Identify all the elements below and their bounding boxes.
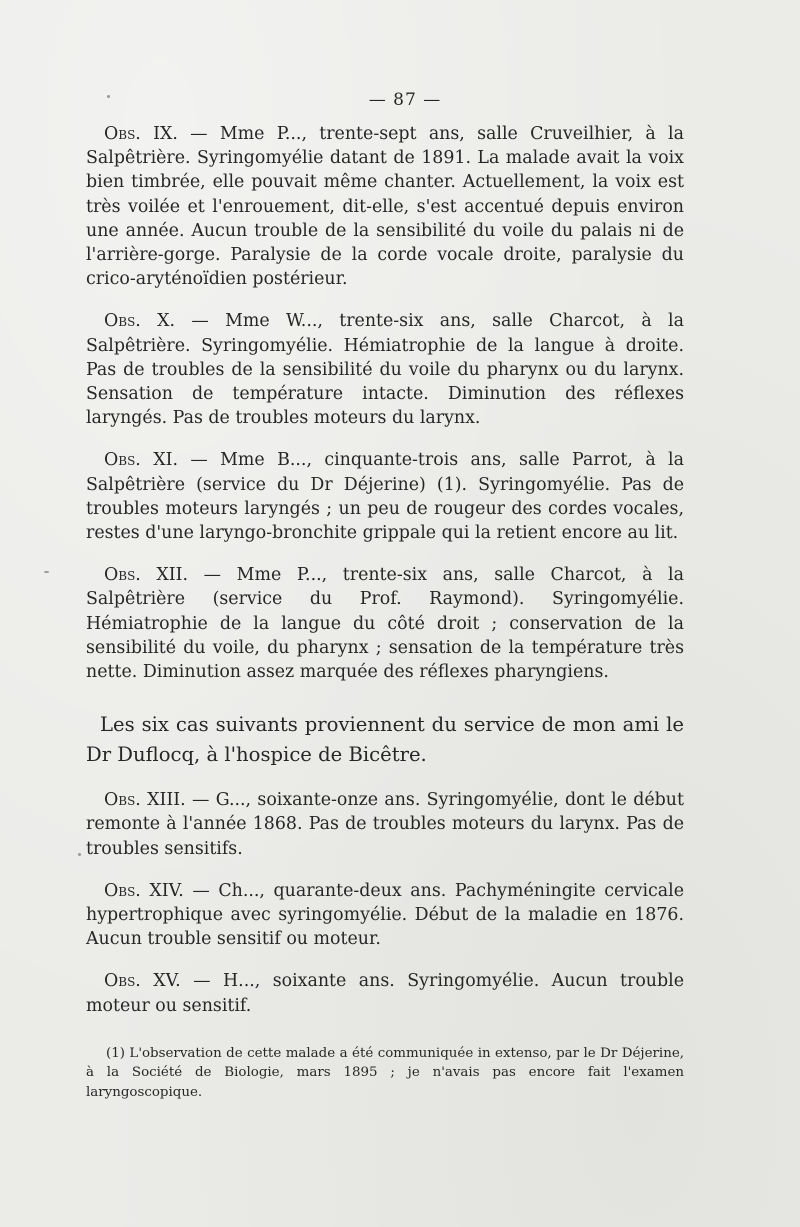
paper-speck bbox=[44, 571, 49, 573]
footnote: (1) L'observation de cette malade a été communiquée in extenso, par le Dr Déjerine, à la Société de Biologie, mars 1895 ; je n'avais pas encore fait l'examen laryngoscopique. bbox=[86, 1045, 684, 1101]
observation-x bbox=[86, 309, 684, 430]
observation-xiii bbox=[86, 788, 684, 861]
observation-xii bbox=[86, 563, 684, 684]
observation-text: — Mme B..., cinquante-trois ans, salle Parrot, à la Salpêtrière (service du Dr Déjerine) (1). Syringomyélie. Pas de troubles moteurs laryngés ; un peu de rougeur des cordes vocales, restes d'une laryngo-bronchite grippale qui la retient encore au lit. bbox=[86, 450, 684, 544]
observation-xi bbox=[86, 448, 684, 545]
observation-text: — H..., soixante ans. Syringomyélie. Aucun trouble moteur ou sensitif. bbox=[86, 971, 684, 1016]
observation-text: — Mme P..., trente-sept ans, salle Cruveilhier, à la Salpêtrière. Syringomyélie datant de 1891. La malade avait la voix bien timbrée, elle pouvait même chanter. Actuellement, la voix est très voilée et l'enrouement, dit-elle, s'est accentué depuis environ une année. Aucun trouble de la sensibilité du voile du palais ni de l'arrière-gorge. Paralysie de la corde vocale droite, paralysie du crico-aryténoïdien postérieur. bbox=[86, 124, 684, 290]
observation-label: Obs. XV. bbox=[104, 971, 181, 992]
observation-label: Obs. XI. bbox=[104, 450, 178, 471]
observation-text: — Ch..., quarante-deux ans. Pachyméningite cervicale hypertrophique avec syringomyélie. Début de la maladie en 1876. Aucun trouble sensitif ou moteur. bbox=[86, 880, 684, 950]
section-intro: Les six cas suivants proviennent du service de mon ami le Dr Duflocq, à l'hospice de Bicêtre. bbox=[86, 713, 684, 767]
observation-text: — Mme P..., trente-six ans, salle Charcot, à la Salpêtrière (service du Prof. Raymond). Syringomyélie. Hémiatrophie de la langue du côté droit ; conservation de la sensibilité du voile, du pharynx ; sensation de la température très nette. Diminution assez marquée des réflexes pharyngiens. bbox=[86, 565, 684, 683]
paper-speck bbox=[78, 853, 81, 856]
observation-label: Obs. XII. bbox=[104, 565, 189, 586]
observation-ix bbox=[86, 122, 684, 291]
observation-label: Obs. XIV. bbox=[104, 880, 184, 901]
observation-xv bbox=[86, 969, 684, 1017]
observation-xiv bbox=[86, 879, 684, 952]
observation-label: Obs. X. bbox=[104, 311, 176, 332]
observation-label: Obs. XIII. bbox=[104, 790, 186, 811]
observation-text: — Mme W..., trente-six ans, salle Charcot, à la Salpêtrière. Syringomyélie. Hémiatrophie de la langue à droite. Pas de troubles de la sensibilité du voile du pharynx ou du larynx. Sensation de température intacte. Diminution des réflexes laryngés. Pas de troubles moteurs du larynx. bbox=[86, 311, 684, 429]
observation-label: Obs. IX. bbox=[104, 124, 178, 144]
observation-text: — G..., soixante-onze ans. Syringomyélie, dont le début remonte à l'année 1868. Pas de troubles moteurs du larynx. Pas de troubles sensitifs. bbox=[86, 790, 684, 859]
page-body bbox=[86, 90, 684, 1116]
page-number: — 87 — bbox=[368, 90, 442, 110]
